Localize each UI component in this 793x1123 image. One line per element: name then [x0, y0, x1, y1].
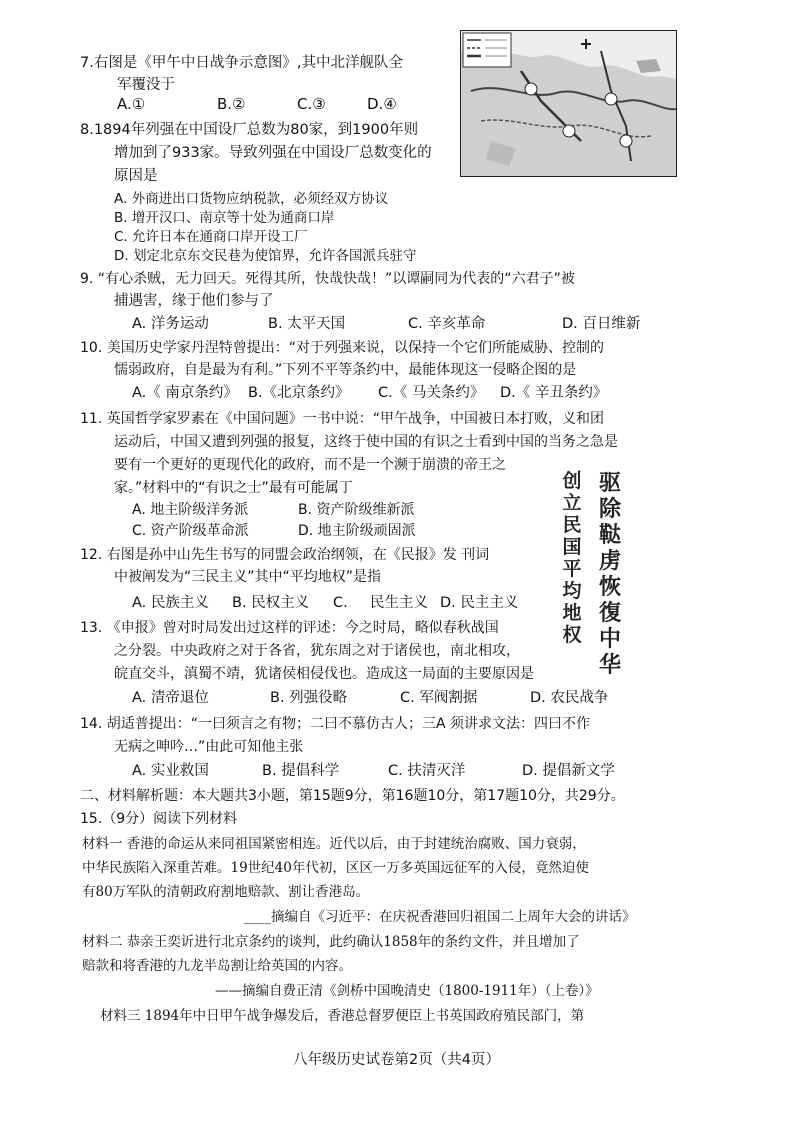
q12-option-d: D. 民主主义	[440, 595, 519, 611]
calligraphy-left-column: 创 立 民 国 平 均 地 权	[562, 470, 582, 646]
q11-option-a: A. 地主阶级洋务派	[132, 502, 249, 518]
q13-stem-line1: 13. 《申报》曾对时局发出过这样的评述：今之时局，略似春秋战国	[80, 620, 499, 636]
section-2-heading: 二、材料解析题：本大题共3小题，第15题9分，第16题10分，第17题10分，共29分。	[80, 788, 625, 804]
q8-stem-line3: 原因是	[114, 168, 158, 184]
q14-stem-line2: 无病之呻吟…”由此可知他主张	[114, 739, 304, 755]
q15-title: 15.（9分）阅读下列材料	[80, 811, 238, 827]
q10-option-a: A.《 南京条约》	[132, 385, 238, 401]
q9-option-d: D. 百日维新	[562, 316, 641, 332]
page-footer: 八年级历史试卷第2页（共4页）	[293, 1052, 500, 1068]
q8-stem-line1: 8.1894年列强在中国设厂总数为80家，到1900年则	[80, 122, 419, 138]
q13-option-b: B. 列强役略	[270, 690, 348, 706]
calligraphy-image	[553, 470, 625, 678]
q11-option-c: C. 资产阶级革命派	[132, 523, 249, 539]
q9-option-c: C. 辛亥革命	[408, 316, 486, 332]
q12-option-a: A. 民族主义	[132, 595, 209, 611]
q15-material1-line2: 中华民族陷入深重苦难。19世纪40年代初，区区一万多英国远征军的入侵，竟然迫使	[82, 860, 589, 876]
q15-material1-source: ____摘编自《习近平：在庆祝香港回归祖国二上周年大会的讲话》	[244, 909, 636, 925]
q13-stem-line2: 之分裂。中央政府之对于各省，犹东周之对于诸侯也，南北相攻，	[114, 643, 520, 659]
q11-stem-line3: 要有一个更好的更现代化的政府，而不是一个濒于崩溃的帝王之	[114, 457, 506, 473]
q14-option-c: C. 扶清灭洋	[388, 763, 466, 779]
q8-option-b: B. 增开汉口、南京等十处为通商口岸	[114, 210, 335, 226]
q14-stem-line1: 14. 胡适普提出：“一曰须言之有物；二曰不慕仿古人；三A 须讲求文法：四曰不作	[80, 716, 590, 732]
q7-option-d: D.④	[367, 95, 397, 113]
q11-option-d: D. 地主阶级顽固派	[298, 523, 416, 539]
q9-option-b: B. 太平天国	[268, 316, 346, 332]
q15-material1-line3: 有80万军队的清朝政府割地赔款、割让香港岛。	[82, 884, 370, 900]
calligraphy-right-column: 驱 除 鞑 虏 恢 復 中 华	[598, 470, 621, 678]
q7-stem-line2: 军覆没于	[117, 77, 175, 93]
q10-option-d: D.《 辛丑条约》	[500, 385, 608, 401]
q13-option-d: D. 农民战争	[530, 690, 609, 706]
q8-option-d: D. 划定北京东交民巷为使馆界，允许各国派兵驻守	[114, 248, 417, 264]
q15-material3-line1: 材料三 1894年中日甲午战争爆发后，香港总督罗便臣上书英国政府殖民部门，第	[100, 1008, 585, 1024]
q12-option-b: B. 民权主义	[232, 595, 310, 611]
q9-stem-line1: 9. “有心杀贼，无力回天。死得其所，快哉快哉！”以谭嗣同为代表的“六君子”被	[80, 271, 575, 287]
q13-option-a: A. 清帝退位	[132, 690, 209, 706]
q13-option-c: C. 军阀割据	[400, 690, 478, 706]
q8-option-c: C. 允许日本在通商口岸开设工厂	[114, 229, 308, 245]
q7-option-a: A.①	[117, 95, 146, 113]
q11-stem-line4: 家。”材料中的“有识之士”最有可能属丁	[114, 480, 353, 496]
q11-stem-line2: 运动后，中国又遭到列强的报复，这终于使中国的有识之士看到中国的当务之急是	[114, 434, 618, 450]
q11-stem-line1: 11. 英国哲学家罗素在《中国问题》一书中说：“甲午战争，中国被日本打败，义和团	[80, 411, 604, 427]
q14-option-a: A. 实业救国	[132, 763, 209, 779]
q15-material2-line2: 赔款和将香港的九龙半岛割让给英国的内容。	[82, 958, 352, 974]
q12-stem-line1: 12. 右图是孙中山先生书写的同盟会政治纲领，在《民报》发 刊词	[80, 547, 490, 563]
q7-option-b: B.②	[217, 95, 246, 113]
q15-material2-source: ——摘编自费正清《剑桥中国晚清史（1800-1911年）（上卷）》	[215, 983, 599, 999]
sino-japanese-war-map	[460, 30, 677, 177]
q12-option-c-label: C.	[333, 595, 348, 611]
q13-stem-line3: 皖直交斗，滇蜀不靖，犹诸侯相侵伐也。造成这一局面的主要原因是	[114, 666, 534, 682]
q8-option-a: A. 外商进出口货物应纳税款，必须经双方协议	[114, 191, 389, 207]
q10-option-c: C.《 马关条约》	[378, 385, 485, 401]
q15-material1-line1: 材料一 香港的命运从来同祖国紧密相连。近代以后，由于封建统治腐败、国力衰弱，	[82, 836, 586, 852]
q7-option-c: C.③	[297, 95, 326, 113]
map-illustration	[461, 31, 676, 176]
q10-stem-line1: 10. 美国历史学家丹涅特曾提出：“对于列强来说，以保持一个它们所能威胁、控制的	[80, 340, 604, 356]
q9-option-a: A. 洋务运动	[132, 316, 209, 332]
q7-stem-line1: 7.右图是《甲午中日战争示意图》,其中北洋舰队全	[80, 55, 403, 71]
q12-option-c: 民生主义	[370, 595, 428, 611]
q9-stem-line2: 捕遇害，缘于他们参与了	[114, 293, 274, 309]
q15-material2-line1: 材料二 恭亲王奕䜣进行北京条约的谈判，此约确认1858年的条约文件，并且增加了	[82, 934, 580, 950]
q10-stem-line2: 懦弱政府，自是最为有利。”下列不平等条约中，最能体现这一侵略企图的是	[114, 362, 577, 378]
q8-stem-line2: 增加到了933家。导致列强在中国设厂总数变化的	[114, 145, 432, 161]
q12-stem-line2: 中被阐发为“三民主义”其中“平均地权”是指	[114, 569, 382, 585]
q14-option-d: D. 提倡新文学	[522, 763, 615, 779]
q11-option-b: B. 资产阶级维新派	[298, 502, 415, 518]
q14-option-b: B. 提倡科学	[262, 763, 340, 779]
q10-option-b: B.《北京条约》	[248, 385, 350, 401]
